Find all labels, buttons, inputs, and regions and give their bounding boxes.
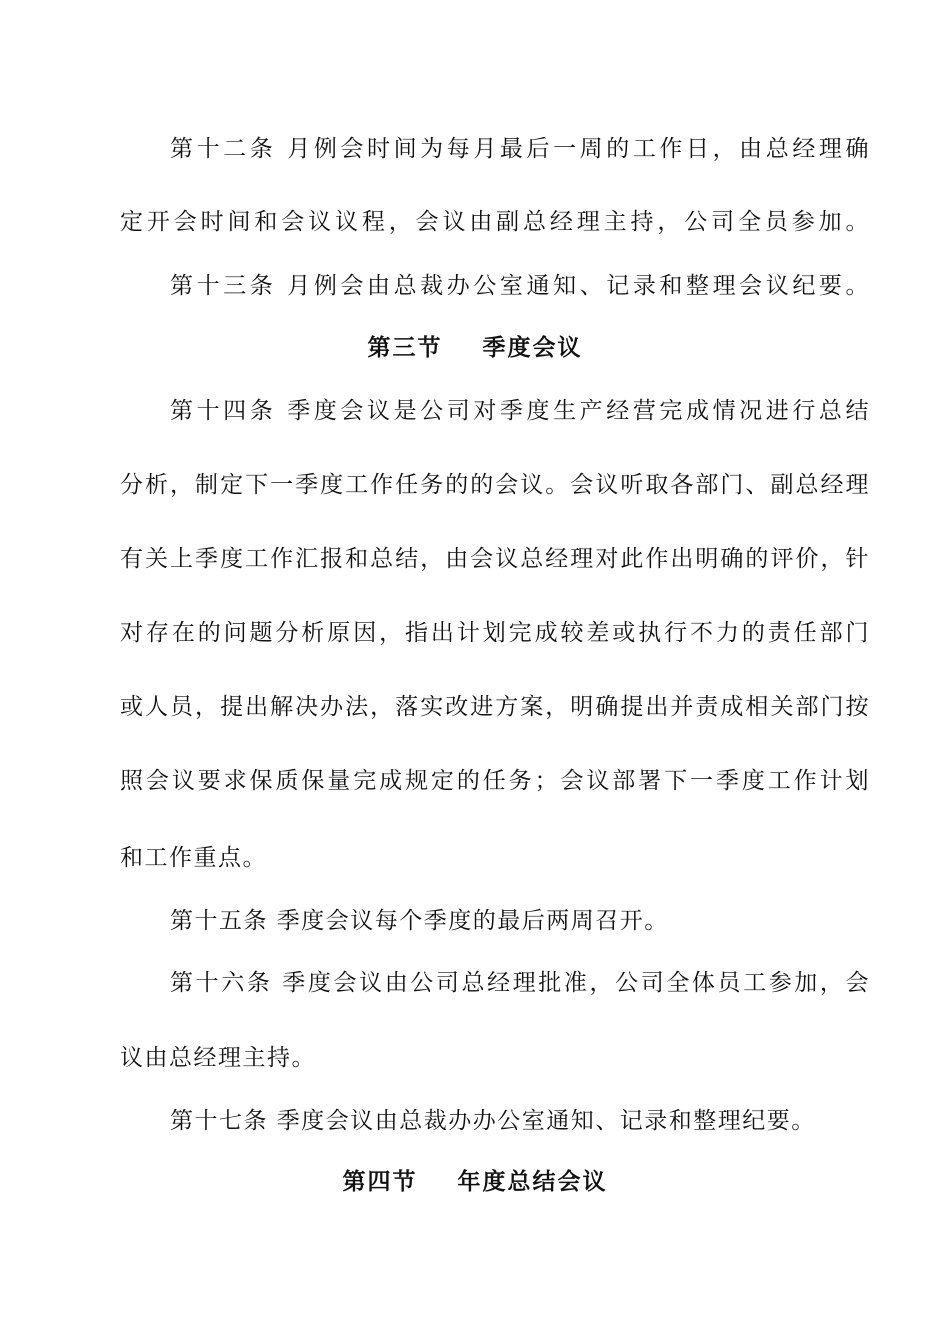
article-14-line-5: 或人员，提出解决办法，落实改进方案，明确提出并责成相关部门按: [120, 694, 870, 720]
section-3-heading: 第三节 季度会议: [367, 334, 583, 361]
article-15-line-1: 第十五条 季度会议每个季度的最后两周召开。: [170, 908, 669, 934]
article-14-line-1: 第十四条 季度会议是公司对季度生产经营完成情况进行总结: [170, 398, 870, 424]
article-17-line-1: 第十七条 季度会议由总裁办办公室通知、记录和整理纪要。: [170, 1108, 816, 1134]
article-14-line-7: 和工作重点。: [120, 845, 267, 871]
article-14-line-4: 对存在的问题分析原因，指出计划完成较差或执行不力的责任部门: [120, 620, 870, 646]
section-4-heading: 第四节 年度总结会议: [342, 1168, 608, 1195]
article-14-line-2: 分析，制定下一季度工作任务的的会议。会议听取各部门、副总经理: [120, 472, 870, 498]
article-14-line-6: 照会议要求保质保量完成规定的任务；会议部署下一季度工作计划: [120, 768, 870, 794]
article-13-line-1: 第十三条 月例会由总裁办公室通知、记录和整理会议纪要。: [170, 273, 870, 299]
article-16-line-1: 第十六条 季度会议由公司总经理批准，公司全体员工参加，会: [170, 970, 870, 996]
article-12-line-2: 定开会时间和会议议程，会议由副总经理主持，公司全员参加。: [120, 209, 870, 235]
article-16-line-2: 议由总经理主持。: [120, 1045, 316, 1071]
article-12-line-1: 第十二条 月例会时间为每月最后一周的工作日，由总经理确: [170, 136, 870, 162]
article-14-line-3: 有关上季度工作汇报和总结，由会议总经理对此作出明确的评价，针: [120, 546, 870, 572]
